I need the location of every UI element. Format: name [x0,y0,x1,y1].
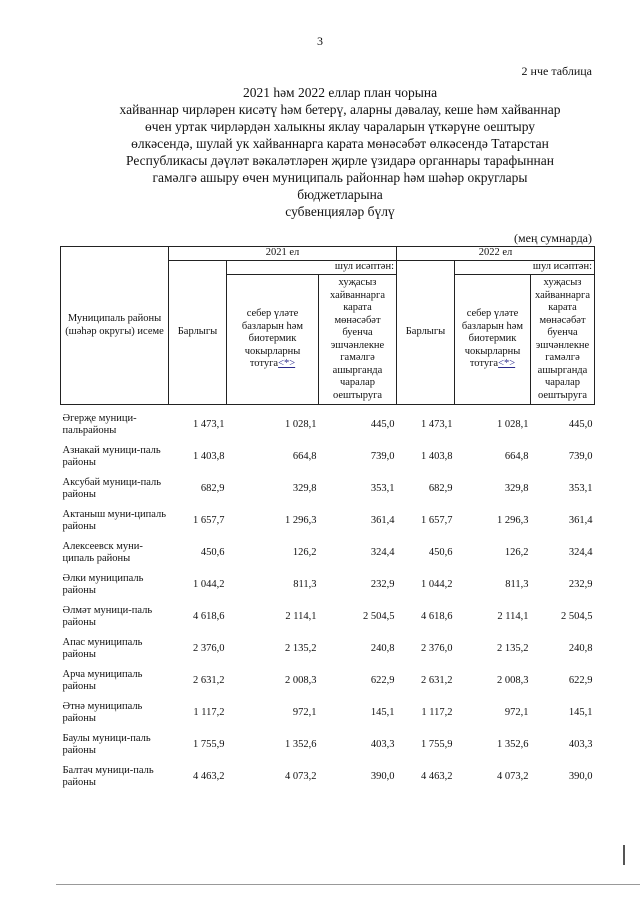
value-cell: 1 403,8 [421,450,453,462]
district-name: Арча муниципаль районы [62,668,143,692]
value-cell: 1 117,2 [193,706,225,718]
value-cell: 664,8 [292,450,317,462]
table-label: 2 нче таблица [521,64,592,78]
header-stray-animals-2022: хуҗасыз хайваннарга карата мөнәсәбәт буенча эшчәнлекне гамәлгә ашырганда чаралар оештыруга [531,275,595,405]
header-anthrax-2021: себер үләте базларын һәм биотермик чокырларны тотуга<*> [227,275,319,405]
value-cell: 1 657,7 [421,514,453,526]
value-cell: 2 135,2 [497,642,529,654]
district-name: Баулы муници-паль районы [62,732,151,756]
value-cell: 4 073,2 [497,770,529,782]
value-cell: 450,6 [200,546,225,558]
value-cell: 1 473,1 [193,418,225,430]
value-cell: 1 028,1 [497,418,529,430]
header-year-2022: 2022 ел [397,247,595,261]
value-cell: 126,2 [292,546,317,558]
header-total-2022: Барлыгы [397,261,455,405]
table-row [61,473,595,505]
table-row [61,665,595,697]
value-cell: 403,3 [370,738,395,750]
value-cell: 145,1 [568,706,593,718]
value-cell: 664,8 [504,450,529,462]
value-cell: 2 376,0 [421,642,453,654]
value-cell: 2 135,2 [285,642,317,654]
document-title [70,84,610,220]
value-cell: 240,8 [568,642,593,654]
district-name: Актаныш муни-ципаль районы [62,508,167,532]
table-row [61,761,595,793]
value-cell: 232,9 [370,578,395,590]
value-cell: 145,1 [370,706,395,718]
value-cell: 2 631,2 [193,674,225,686]
value-cell: 4 618,6 [421,610,453,622]
value-cell: 450,6 [428,546,453,558]
header-including-2022: шул исәптән: [455,261,595,275]
footnote-link[interactable]: <*> [278,358,296,370]
table-row [61,729,595,761]
value-cell: 1 352,6 [285,738,317,750]
value-cell: 390,0 [568,770,593,782]
value-cell: 811,3 [505,578,529,590]
value-cell: 811,3 [293,578,317,590]
title-line: өлкәсендә, шулай ук хайваннарга карата мөнәсәбәт өлкәсендә Татарстан [131,136,549,151]
value-cell: 2 504,5 [363,610,395,622]
table-row [61,505,595,537]
header-stray-animals-2021: хуҗасыз хайваннарга карата мөнәсәбәт буенча эшчәнлекне гамәлгә ашырганда чаралар оештыруга [319,275,397,405]
value-cell: 445,0 [568,418,593,430]
table-row [61,697,595,729]
value-cell: 682,9 [200,482,225,494]
value-cell: 682,9 [428,482,453,494]
value-cell: 2 008,3 [497,674,529,686]
header-anthrax-2022: себер үләте базларын һәм биотермик чокырларны тотуга<*> [455,275,531,405]
value-cell: 972,1 [292,706,317,718]
title-line: гамәлгә ашыру өчен муниципаль районнар һәм шәһәр округлары [152,170,528,185]
value-cell: 329,8 [504,482,529,494]
value-cell: 353,1 [370,482,395,494]
value-cell: 361,4 [568,514,593,526]
table-row [61,633,595,665]
header-year-2021: 2021 ел [169,247,397,261]
district-name: Әлмәт муници-паль районы [62,604,153,628]
district-name: Әлки муниципаль районы [62,572,144,596]
value-cell: 739,0 [568,450,593,462]
value-cell: 1 352,6 [497,738,529,750]
value-cell: 4 463,2 [193,770,225,782]
value-cell: 2 504,5 [561,610,593,622]
footnote-link[interactable]: <*> [498,358,516,370]
page-number: 3 [317,34,323,48]
header-including-2021: шул исәптән: [227,261,397,275]
table-row [61,405,595,442]
district-name: Әтнә муниципаль районы [62,700,143,724]
district-name: Балтач муници-паль районы [62,764,154,788]
value-cell: 2 114,1 [285,610,317,622]
value-cell: 1 117,2 [421,706,453,718]
value-cell: 1 044,2 [193,578,225,590]
value-cell: 1 296,3 [497,514,529,526]
value-cell: 972,1 [504,706,529,718]
value-cell: 240,8 [370,642,395,654]
value-cell: 445,0 [370,418,395,430]
value-cell: 2 008,3 [285,674,317,686]
value-cell: 1 403,8 [193,450,225,462]
title-line: 2021 һәм 2022 еллар план чорына [242,85,438,100]
district-name: Алексеевск муни-ципаль районы [62,540,143,564]
value-cell: 361,4 [370,514,395,526]
value-cell: 622,9 [568,674,593,686]
value-cell: 1 296,3 [285,514,317,526]
table-row [61,537,595,569]
value-cell: 324,4 [370,546,395,558]
units-note: (мең сумнарда) [514,231,592,245]
value-cell: 1 028,1 [285,418,317,430]
header-name: Муниципаль районы (шәһәр округы) исеме [61,247,169,405]
header-total-2021: Барлыгы [169,261,227,405]
title-line: Республикасы дәүләт вәкаләтләрен җирле үзидарә органнары тарафыннан [126,153,554,168]
value-cell: 403,3 [568,738,593,750]
value-cell: 324,4 [568,546,593,558]
title-line: өчен уртак чирләрдән халыкны яклау чараларын үткәрүне оештыру [144,119,536,134]
table-row [61,569,595,601]
value-cell: 1 755,9 [421,738,453,750]
value-cell: 1 755,9 [193,738,225,750]
value-cell: 2 114,1 [497,610,529,622]
value-cell: 1 044,2 [421,578,453,590]
value-cell: 4 618,6 [193,610,225,622]
district-name: Әгерҗе муници-пальрайоны [62,412,137,436]
value-cell: 126,2 [504,546,529,558]
value-cell: 2 631,2 [421,674,453,686]
margin-mark [623,845,625,865]
subvention-table [60,246,595,793]
value-cell: 329,8 [292,482,317,494]
value-cell: 232,9 [568,578,593,590]
district-name: Аксубай муници-паль районы [62,476,162,500]
value-cell: 2 376,0 [193,642,225,654]
value-cell: 739,0 [370,450,395,462]
value-cell: 622,9 [370,674,395,686]
district-name: Апас муниципаль районы [62,636,143,660]
table-row [61,441,595,473]
title-line: бюджетларына [297,187,383,202]
table-row [61,601,595,633]
value-cell: 390,0 [370,770,395,782]
district-name: Азнакай муници-паль районы [62,444,161,468]
value-cell: 1 473,1 [421,418,453,430]
value-cell: 353,1 [568,482,593,494]
page-bottom-line [56,884,640,885]
value-cell: 4 463,2 [421,770,453,782]
title-line: хайваннар чирләрен кисәтү һәм бетерү, аларны дәвалау, кеше һәм хайваннар [119,102,561,117]
title-line: субвенцияләр бүлү [285,204,395,219]
value-cell: 4 073,2 [285,770,317,782]
value-cell: 1 657,7 [193,514,225,526]
